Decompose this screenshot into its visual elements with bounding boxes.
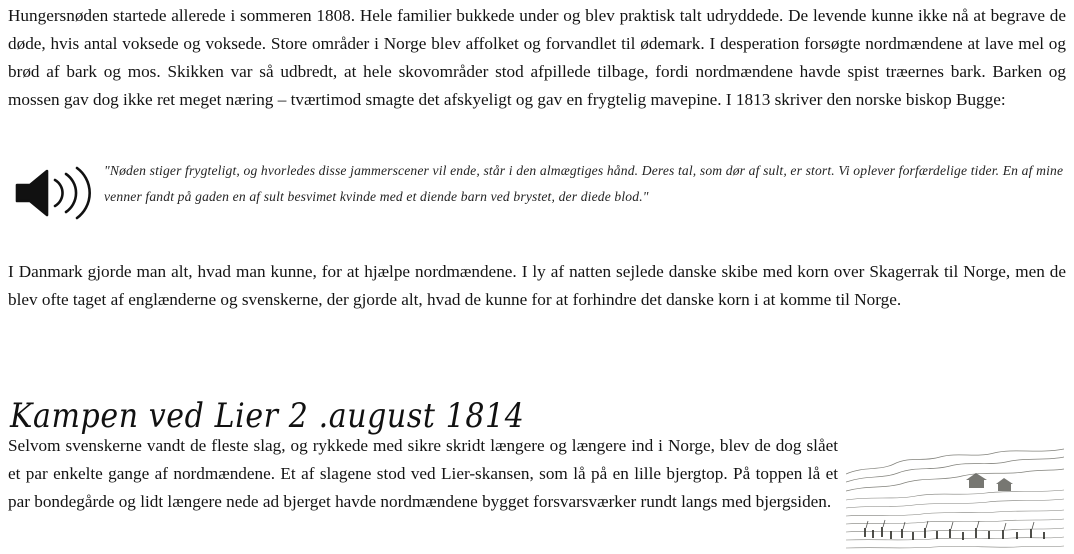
page-title-kampen-ved-lier: Kampen ved Lier 2 .august 1814 [10,396,525,437]
paragraph-danish-aid: I Danmark gjorde man alt, hvad man kunne, for at hjælpe nordmændene. I ly af natten sejlede danske skibe med korn over Skagerrak til Norge, men de blev ofte taget af englænderne og svenskerne, der gjorde alt, hvad de kunne for at forhindre det danske korn i at komme til Norge. [8,262,1066,309]
loudspeaker-icon[interactable] [8,158,104,222]
bishop-bugge-quote: "Nøden stiger frygteligt, og hvorledes disse jammerscener vil ende, står i den almægtiges hånd. Deres tal, som dør af sult, er stort. Vi oplever forfærdelige tider. En af mine venner fandt på gaden en af sult besvimet kvinde med et diende barn ved brystet, der diede blod." [104,163,1064,205]
paragraph-lier-skansen: Selvom svenskerne vandt de fleste slag, og rykkede med sikre skridt længere og længere ind i Norge, blev de dog slået et par enkelte gange af nordmændene. Et af slagene stod ved Lier-skansen, som lå på en lille bjergtop. På toppen lå et par bondegårde og lidt længere nede ad bjerget havde nordmændene bygget forsvarsværker rundt langs med bjergsiden. [8,436,838,511]
audio-quote-block [8,158,1066,222]
illustration-lier-engraving [846,444,1064,554]
paragraph-famine-1808: Hungersnøden startede allerede i sommeren 1808. Hele familier bukkede under og blev praktisk talt udryddede. De levende kunne ikke nå at begrave de døde, hvis antal voksede og voksede. Store områder i Norge blev affolket og forvandlet til ødemark. I desperation forsøgte nordmændene at lave mel og brød af bark og mos. Skikken var så udbredt, at hele skovområder stod afpillede tilbage, fordi nordmændene havde spist træernes bark. Barken og mossen gav dog ikke ret meget næring – tværtimod smagte det afskyeligt og gav en frygtelig mavepine. I 1813 skriver den norske biskop Bugge: [8,6,1066,109]
